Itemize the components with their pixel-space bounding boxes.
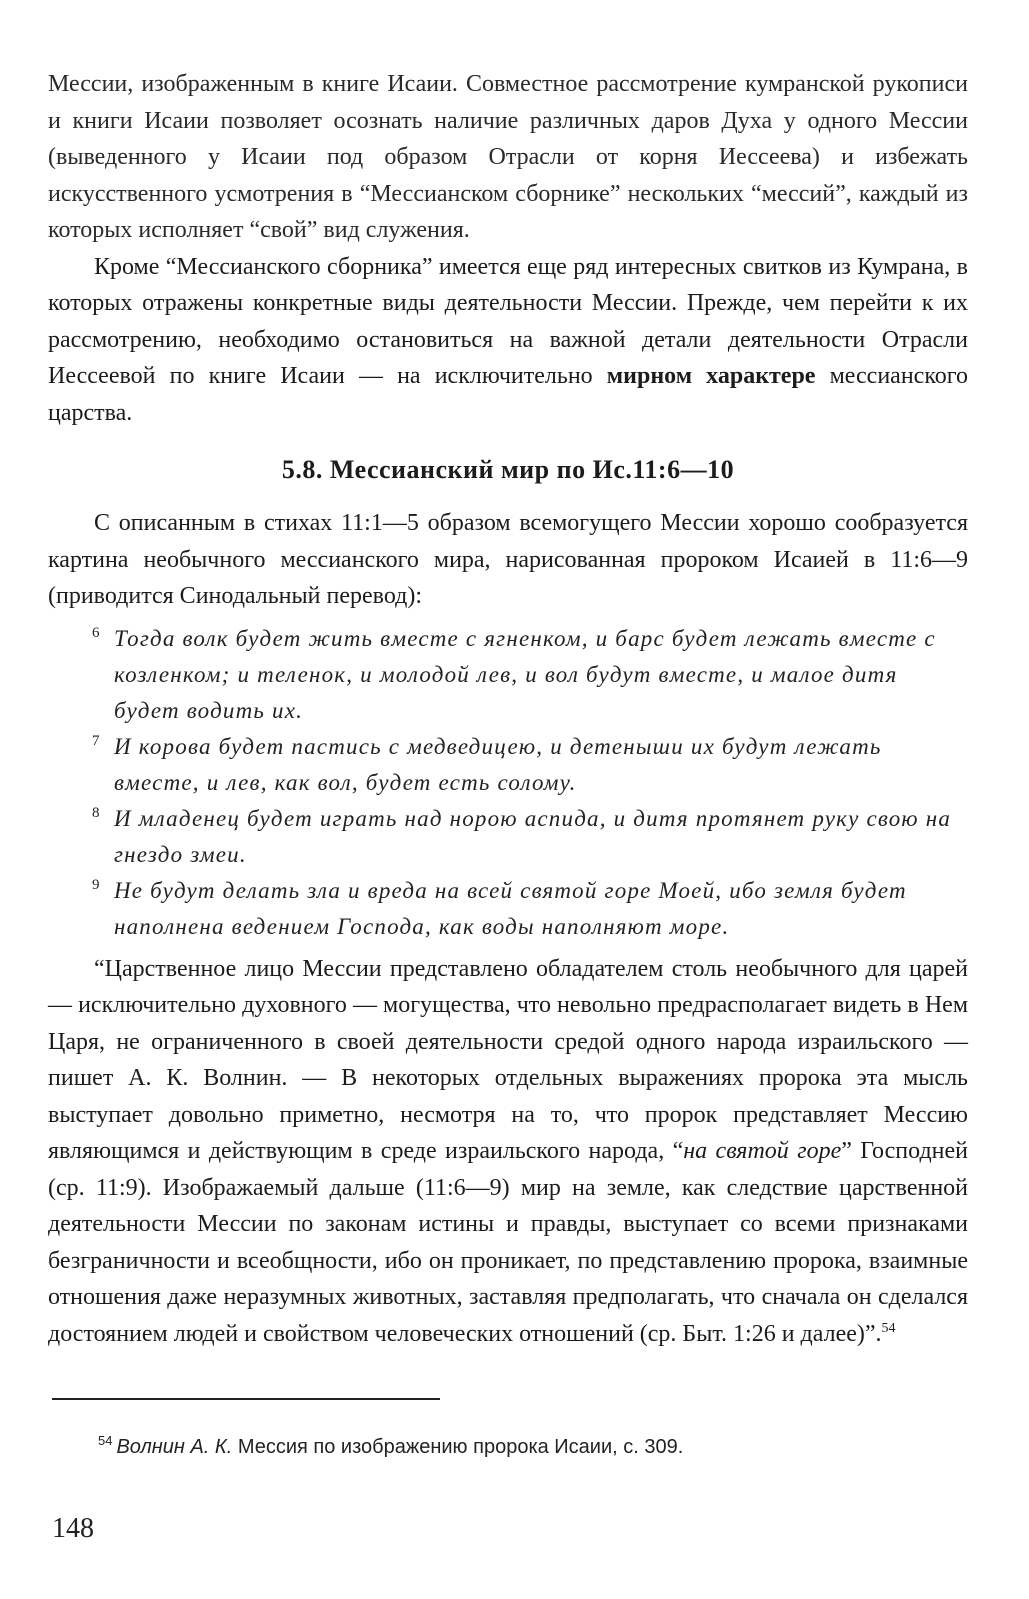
verse: 8 И младенец будет играть над норою аспида, и дитя протянет руку свою на гнездо змеи. xyxy=(92,804,952,867)
intro-paragraph: С описанным в стихах 11:1—5 образом всемогущего Мессии хорошо сообразуется картина необычного мессианского мира, нарисованная пророком Исаией в 11:6—9 (приводится Синодальный перевод): xyxy=(48,510,968,609)
quote-text: “Царственное лицо Мессии представлено обладателем столь необычного для царей — исключительно духовного — могущества, что невольно предрасполагает видеть в Нем Царя, не ограниченного в своей деятельности средой одного народа израильского — пишет А. К. Волнин. — В некоторых отдельных выражениях пророка эта мысль выступает довольно приметно, несмотря на то, что пророк представляет Мессию являющимся и действующим в среде израильского народа, “ xyxy=(48,955,968,1164)
quote-paragraph xyxy=(48,951,968,1353)
footnote-number: 54 xyxy=(98,1433,113,1449)
verse: 9 Не будут делать зла и вреда на всей святой горе Моей, ибо земля будет наполнена ведением Господа, как воды наполняют море. xyxy=(92,876,907,939)
verse-text: И корова будет пастись с медведицею, и детеныши их будут лежать вместе, и лев, как вол, будет есть солому. xyxy=(114,733,882,795)
footnote-author: Волнин А. К. xyxy=(116,1436,233,1458)
verse: 6 Тогда волк будет жить вместе с ягненком, и барс будет лежать вместе с козленком; и теленок, и молодой лев, и вол будут вместе, и малое дитя будет водить их. xyxy=(92,624,936,723)
quote-text-end: ” Господней (ср. 11:9). Изображаемый дальше (11:6—9) мир на земле, как следствие царственной деятельности Мессии по законам истины и правды, выступает со всеми признаками безграничности и всеобщности, ибо он проникает, по представлению пророка, взаимные отношения даже неразумных животных, заставляя предполагать, что сначала он сделался достоянием людей и свойством человеческих отношений (ср. Быт. 1:26 и далее)”. xyxy=(48,1138,968,1347)
top-paragraph: Мессии, изображенным в книге Исаии. Совместное рассмотрение кумранской рукописи и книги Исаии позволяет осознать наличие различных даров Духа у одного Мессии (выведенного у Исаии под образом Отрасли от корня Иессеева) и избежать искусственного усмотрения в “Мессианском сборнике” нескольких “мессий”, каждый из которых исполняет “свой” вид служения. xyxy=(48,71,968,243)
quote-italic: на святой горе xyxy=(683,1138,842,1164)
footnote-divider xyxy=(52,1398,440,1400)
verse-list xyxy=(48,621,968,945)
verse: 7 И корова будет пастись с медведицею, и детеныши их будут лежать вместе, и лев, как вол, будет есть солому. xyxy=(92,732,882,795)
verse-text: И младенец будет играть над норою аспида, и дитя протянет руку свою на гнездо змеи. xyxy=(114,805,952,867)
page-number: 148 xyxy=(52,1513,94,1544)
footnote-reference[interactable]: 54 xyxy=(881,1320,896,1336)
verse-text: Тогда волк будет жить вместе с ягненком, и барс будет лежать вместе с козленком; и теленок, и молодой лев, и вол будут вместе, и малое дитя будет водить их. xyxy=(114,625,936,723)
footnote xyxy=(98,1434,683,1460)
bold-emphasis: мирном характере xyxy=(606,363,816,389)
second-paragraph xyxy=(48,249,968,432)
section-heading: 5.8. Мессианский мир по Ис.11:6—10 xyxy=(281,455,735,484)
second-paragraph-text: Кроме “Мессианского сборника” имеется еще ряд интересных свитков из Кумрана, в которых отражены конкретные виды деятельности Мессии. Прежде, чем перейти к их рассмотрению, необходимо остановиться на важной детали деятельности Отрасли Иессеевой по книге Исаии — на исключительно xyxy=(48,253,968,389)
page-body xyxy=(48,66,968,1352)
footnote-text: Мессия по изображению пророка Исаии, с. 309. xyxy=(232,1436,684,1458)
second-paragraph-end: мессианского царства. xyxy=(48,363,969,426)
verse-text: Не будут делать зла и вреда на всей святой горе Моей, ибо земля будет наполнена ведением Господа, как воды наполняют море. xyxy=(114,877,907,939)
